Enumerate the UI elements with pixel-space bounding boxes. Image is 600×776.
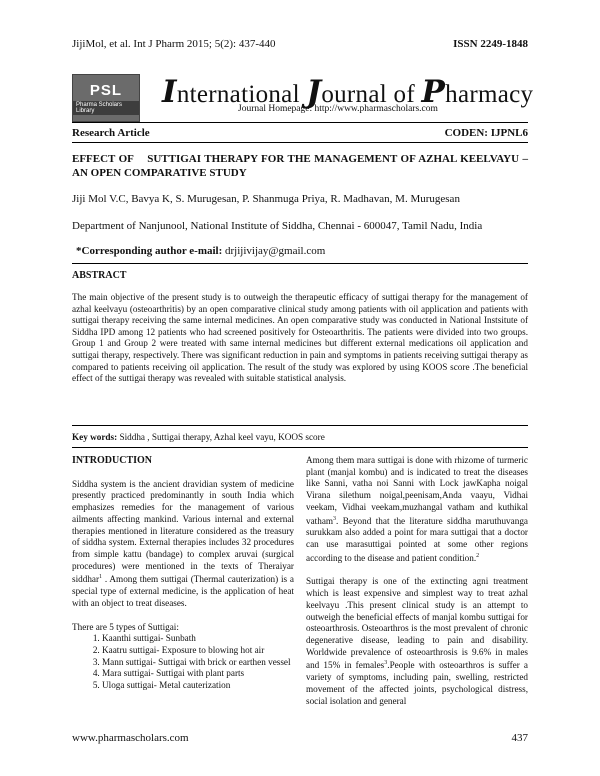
footer-website[interactable]: www.pharmascholars.com xyxy=(72,732,189,744)
corresponding-email[interactable]: drjijivijay@gmail.com xyxy=(222,245,326,257)
right-column xyxy=(306,455,528,707)
running-header-issn: ISSN 2249-1848 xyxy=(453,38,528,50)
divider xyxy=(72,263,528,264)
journal-title: International Journal of Pharmacy xyxy=(162,74,534,110)
left-column xyxy=(72,455,294,692)
journal-homepage: Journal Homepage: http://www.pharmascholars.com xyxy=(238,104,438,114)
logo-text: Pharma Scholars Library xyxy=(73,101,139,115)
divider xyxy=(72,425,528,426)
list-item: 2. Kaatru suttigai- Exposure to blowing hot air xyxy=(102,645,294,657)
logo-mark: PSL xyxy=(89,81,123,99)
coden: CODEN: IJPNL6 xyxy=(444,127,528,139)
page-number: 437 xyxy=(511,732,528,744)
abstract-text: The main objective of the present study is to outweigh the therapeutic efficacy of suttigai therapy for the management of azhal keelvayu (osteoarthritis) by an open comparative clinical study among patients with oil application and patients with suttigai therapy receiving the same internal medicines. An open comparative study was conducted in National Instsitute of Siddha IPD among 12 patients who had screened positively for Osteoarthritis. The patients were divided into two groups. Group 1 and Group 2 were treated with same internal medicines but different external medications oil application and suttigai therapy, respectively. There was significant reduction in pain and symptoms in patients receiving suttigai therapy as compared to patients receiving oil application. The result of the study was explored by using KOOS score .The beneficial effect of the suttigai therapy was revealed with suitable statistical analysis. xyxy=(72,292,528,384)
list-item: 3. Mann suttigai- Suttigai with brick or earthen vessel xyxy=(102,657,294,669)
paragraph: Suttigai therapy is one of the extincting agni treatment which is least expensive and simplest way to treat azhal keelvayu .This present clinical study is an attempt to outweigh the beneficial effects of manjal kombu suttigai for osteoarthrosis. Osteoarthros is the most prevalent of chronic degenerative disease, leading to pain and disability. Worldwide prevalence of osteoarthrosis is 9.6% in males and 15% in females$^3$.People with osteoarthros is suffer a variety of symptoms, including pain, swelling, restricted movement of the affected joints, psychological distress, social isolation and general xyxy=(306,576,528,706)
corresponding-author: *Corresponding author e-mail: drjijivijay@gmail.com xyxy=(76,245,326,257)
affiliation: Department of Nanjunool, National Institute of Siddha, Chennai - 600047, Tamil Nadu, India xyxy=(72,220,483,232)
article-type: Research Article xyxy=(72,127,150,139)
divider xyxy=(72,142,528,143)
list-item: 1. Kaanthi suttigai- Sunbath xyxy=(102,633,294,645)
paragraph: Among them mara suttigai is done with rhizome of turmeric plant (manjal kombu) and is indicated to treat the diseases like Sanni, vatha noi Sanni with Lock jawKapha noigal Virana silethum noigal,peenisam,Anda vaayu, Vidhai veekam, Vidhai veekam,muzhangal vatham and kuthikal vatham$^3$. Beyond that the literature siddha maruthuvanga surukkam also added a point for mara suttigai that a doctor can use marasuttigai pointed at some other regions according to the disease and patient condition.$^2$ xyxy=(306,455,528,563)
authors: Jiji Mol V.C, Bavya K, S. Murugesan, P. Shanmuga Priya, R. Madhavan, M. Murugesan xyxy=(72,193,460,205)
list-item: 5. Uloga suttigai- Metal cauterization xyxy=(102,680,294,692)
list-intro: There are 5 types of Suttigai: xyxy=(72,621,179,632)
running-header-citation: JijiMol, et al. Int J Pharm 2015; 5(2): 437-440 xyxy=(72,38,276,50)
divider xyxy=(72,122,528,123)
paragraph: Siddha system is the ancient dravidian system of medicine presently practiced predominantly in south India which emphasizes remedies for the management of various ailments affecting mankind. Various internal and external therapies mentioned in literature considered as the treasury of siddha system. External therapies includes 32 procedures from simple kattu (bandage) to complex aruvai (surgical procedures) were mentioned in the texts of Theraiyar siddhar$^1$ . Among them suttigai (Thermal cauterization) is a special type of external medicine, is the application of heat with an object to treat diseases. xyxy=(72,478,294,608)
list-item: 4. Mara suttigai- Suttigai with plant parts xyxy=(102,668,294,680)
abstract-heading: ABSTRACT xyxy=(72,270,127,281)
article-title: EFFECT OF SUTTIGAI THERAPY FOR THE MANAGEMENT OF AZHAL KEELVAYU – AN OPEN COMPARATIVE STUDY xyxy=(72,153,531,179)
suttigai-types-list xyxy=(72,633,294,692)
section-heading-introduction: INTRODUCTION xyxy=(72,455,153,466)
publisher-logo xyxy=(72,74,140,122)
divider xyxy=(72,447,528,448)
keywords: Key words: Siddha , Suttigai therapy, Azhal keel vayu, KOOS score xyxy=(72,432,325,442)
